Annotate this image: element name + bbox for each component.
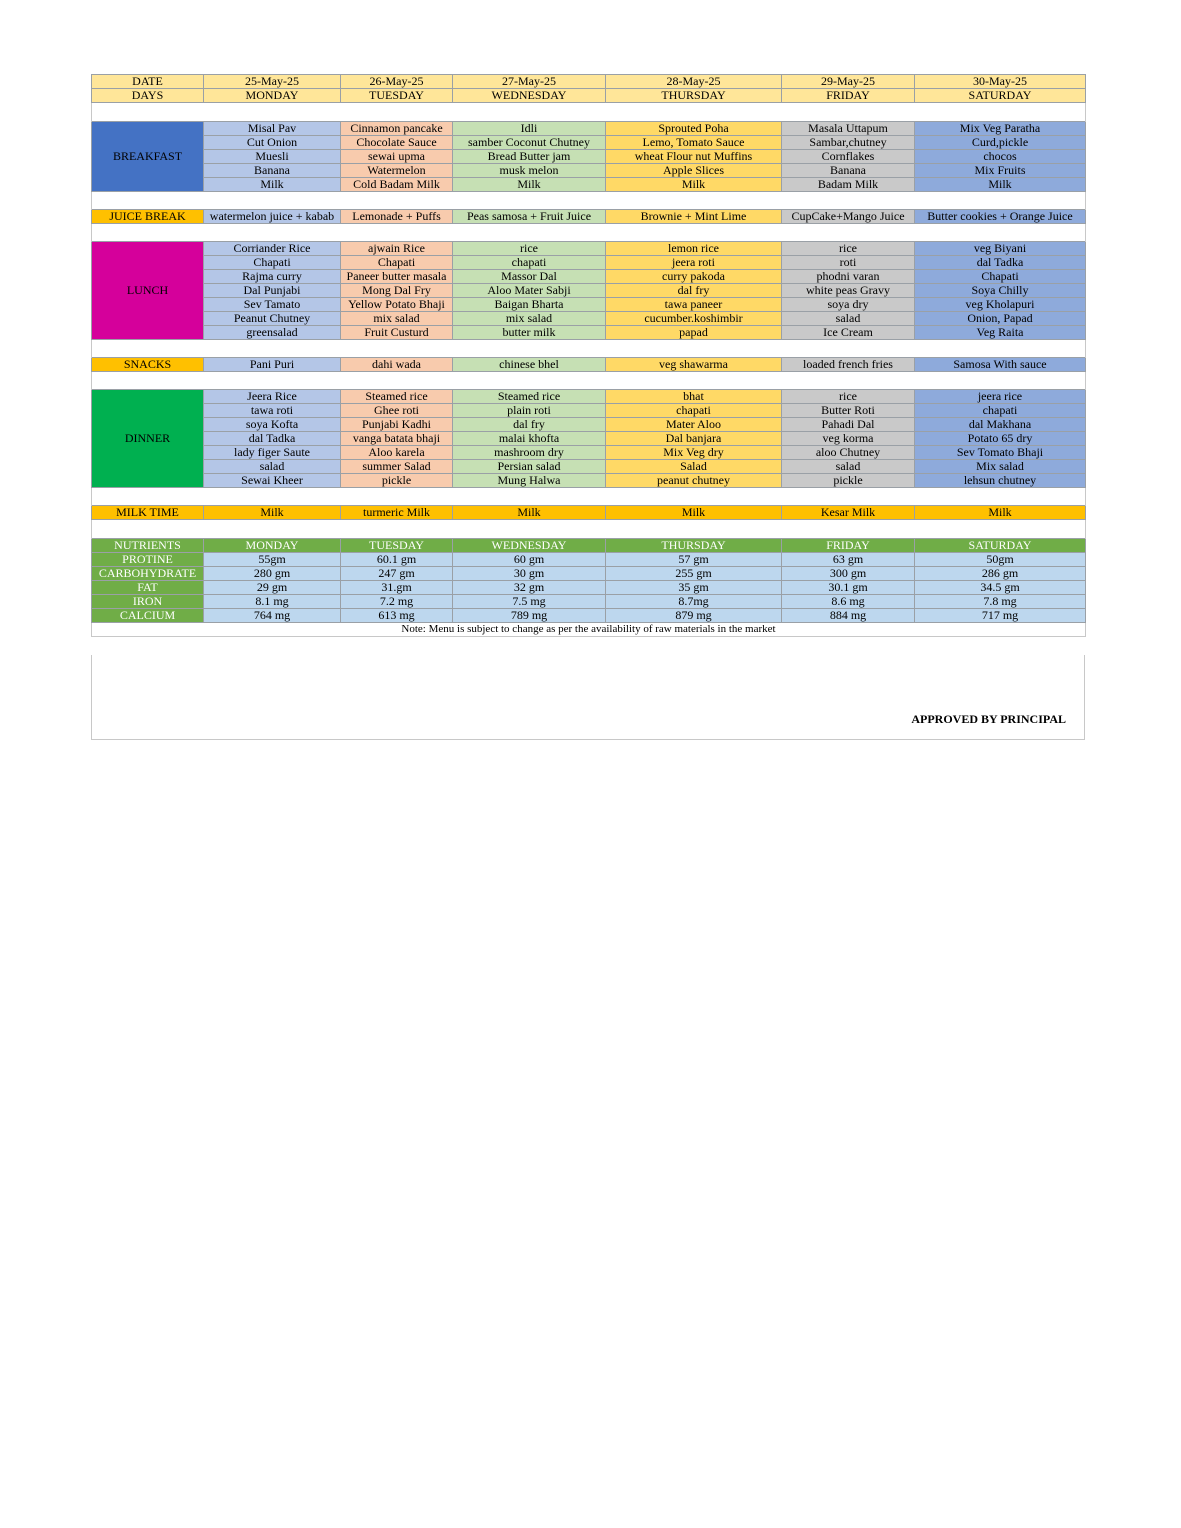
spacer-cell [92, 488, 1086, 506]
menu-note: Note: Menu is subject to change as per the availability of raw materials in the market [92, 623, 1086, 637]
nutrient-value: 280 gm [204, 567, 341, 581]
nutrients-header-row [92, 539, 1086, 553]
lunch-item: Mong Dal Fry [341, 284, 453, 298]
breakfast-row [92, 178, 1086, 192]
breakfast-item: Lemo, Tomato Sauce [606, 136, 782, 150]
days-label: DAYS [92, 89, 204, 103]
dinner-item: Sewai Kheer [204, 474, 341, 488]
date-row [92, 75, 1086, 89]
spacer-row [92, 372, 1086, 390]
nutrient-row [92, 553, 1086, 567]
spacer-cell [92, 192, 1086, 210]
lunch-item: Dal Punjabi [204, 284, 341, 298]
juice-break-item: Butter cookies + Orange Juice [915, 210, 1086, 224]
milk-time-item: Kesar Milk [782, 506, 915, 520]
lunch-item: lemon rice [606, 242, 782, 256]
nutrient-name: IRON [92, 595, 204, 609]
lunch-row [92, 256, 1086, 270]
dinner-row [92, 460, 1086, 474]
date-cell: 26-May-25 [341, 75, 453, 89]
breakfast-label: BREAKFAST [92, 122, 204, 192]
lunch-item: Baigan Bharta [453, 298, 606, 312]
lunch-item: jeera roti [606, 256, 782, 270]
lunch-item: Sev Tamato [204, 298, 341, 312]
lunch-item: Peanut Chutney [204, 312, 341, 326]
lunch-item: mix salad [453, 312, 606, 326]
lunch-row [92, 298, 1086, 312]
nutrient-value: 879 mg [606, 609, 782, 623]
lunch-item: tawa paneer [606, 298, 782, 312]
day-cell: THURSDAY [606, 89, 782, 103]
lunch-item: white peas Gravy [782, 284, 915, 298]
juice-break-label: JUICE BREAK [92, 210, 204, 224]
dinner-item: soya Kofta [204, 418, 341, 432]
dinner-item: veg korma [782, 432, 915, 446]
dinner-item: vanga batata bhaji [341, 432, 453, 446]
date-cell: 27-May-25 [453, 75, 606, 89]
nutrient-value: 7.8 mg [915, 595, 1086, 609]
spacer-cell [92, 224, 1086, 242]
nutrient-value: 7.2 mg [341, 595, 453, 609]
date-label: DATE [92, 75, 204, 89]
nutrients-day: FRIDAY [782, 539, 915, 553]
dinner-item: dal Makhana [915, 418, 1086, 432]
nutrient-row [92, 595, 1086, 609]
breakfast-item: Banana [204, 164, 341, 178]
lunch-item: Massor Dal [453, 270, 606, 284]
dinner-item: Mung Halwa [453, 474, 606, 488]
breakfast-item: Milk [915, 178, 1086, 192]
nutrient-name: CARBOHYDRATE [92, 567, 204, 581]
breakfast-item: Muesli [204, 150, 341, 164]
breakfast-item: Cold Badam Milk [341, 178, 453, 192]
nutrient-name: CALCIUM [92, 609, 204, 623]
spacer-cell [92, 372, 1086, 390]
lunch-item: Ice Cream [782, 326, 915, 340]
dinner-item: aloo Chutney [782, 446, 915, 460]
juice-break-item: Peas samosa + Fruit Juice [453, 210, 606, 224]
lunch-item: curry pakoda [606, 270, 782, 284]
milk-time-item: Milk [915, 506, 1086, 520]
dinner-row [92, 446, 1086, 460]
nutrient-value: 32 gm [453, 581, 606, 595]
spacer-row [92, 103, 1086, 122]
dinner-item: jeera rice [915, 390, 1086, 404]
lunch-item: ajwain Rice [341, 242, 453, 256]
dinner-item: lady figer Saute [204, 446, 341, 460]
nutrient-value: 31.gm [341, 581, 453, 595]
breakfast-item: Cornflakes [782, 150, 915, 164]
breakfast-item: Sambar,chutney [782, 136, 915, 150]
dinner-item: mashroom dry [453, 446, 606, 460]
lunch-item: mix salad [341, 312, 453, 326]
nutrient-value: 63 gm [782, 553, 915, 567]
lunch-item: Paneer butter masala [341, 270, 453, 284]
breakfast-row [92, 150, 1086, 164]
snacks-item: Pani Puri [204, 358, 341, 372]
breakfast-item: sewai upma [341, 150, 453, 164]
juice-break-item: CupCake+Mango Juice [782, 210, 915, 224]
dinner-item: lehsun chutney [915, 474, 1086, 488]
dinner-item: malai khofta [453, 432, 606, 446]
dinner-item: pickle [782, 474, 915, 488]
lunch-label: LUNCH [92, 242, 204, 340]
day-cell: WEDNESDAY [453, 89, 606, 103]
menu-sheet [91, 74, 1085, 637]
dinner-row [92, 474, 1086, 488]
dinner-item: Ghee roti [341, 404, 453, 418]
nutrients-label: NUTRIENTS [92, 539, 204, 553]
snacks-item: loaded french fries [782, 358, 915, 372]
breakfast-item: musk melon [453, 164, 606, 178]
breakfast-item: Cinnamon pancake [341, 122, 453, 136]
date-cell: 29-May-25 [782, 75, 915, 89]
dinner-item: tawa roti [204, 404, 341, 418]
nutrient-value: 789 mg [453, 609, 606, 623]
dinner-item: Sev Tomato Bhaji [915, 446, 1086, 460]
lunch-item: papad [606, 326, 782, 340]
nutrient-value: 8.6 mg [782, 595, 915, 609]
lunch-item: cucumber.koshimbir [606, 312, 782, 326]
spacer-cell [92, 520, 1086, 539]
lunch-item: Soya Chilly [915, 284, 1086, 298]
breakfast-row [92, 136, 1086, 150]
dinner-item: Salad [606, 460, 782, 474]
date-cell: 30-May-25 [915, 75, 1086, 89]
approval-footer [91, 655, 1085, 740]
breakfast-item: wheat Flour nut Muffins [606, 150, 782, 164]
lunch-item: phodni varan [782, 270, 915, 284]
dinner-item: Aloo karela [341, 446, 453, 460]
lunch-item: veg Biyani [915, 242, 1086, 256]
dinner-row [92, 418, 1086, 432]
nutrient-value: 57 gm [606, 553, 782, 567]
breakfast-row [92, 164, 1086, 178]
breakfast-item: Milk [204, 178, 341, 192]
juice-break-item: Lemonade + Puffs [341, 210, 453, 224]
dinner-item: salad [782, 460, 915, 474]
lunch-item: greensalad [204, 326, 341, 340]
spacer-row [92, 192, 1086, 210]
dinner-item: dal Tadka [204, 432, 341, 446]
day-cell: SATURDAY [915, 89, 1086, 103]
lunch-row [92, 270, 1086, 284]
spacer-cell [92, 103, 1086, 122]
nutrient-value: 286 gm [915, 567, 1086, 581]
dinner-item: rice [782, 390, 915, 404]
lunch-item: dal fry [606, 284, 782, 298]
dinner-item: chapati [915, 404, 1086, 418]
nutrient-value: 34.5 gm [915, 581, 1086, 595]
breakfast-row [92, 122, 1086, 136]
breakfast-item: Apple Slices [606, 164, 782, 178]
nutrient-value: 300 gm [782, 567, 915, 581]
day-cell: MONDAY [204, 89, 341, 103]
nutrients-day: TUESDAY [341, 539, 453, 553]
nutrient-value: 247 gm [341, 567, 453, 581]
note-row [92, 623, 1086, 637]
nutrient-value: 50gm [915, 553, 1086, 567]
milk-time-item: Milk [606, 506, 782, 520]
milk-time-row [92, 506, 1086, 520]
nutrient-value: 884 mg [782, 609, 915, 623]
dinner-item: plain roti [453, 404, 606, 418]
nutrient-value: 35 gm [606, 581, 782, 595]
nutrients-day: MONDAY [204, 539, 341, 553]
nutrient-value: 29 gm [204, 581, 341, 595]
breakfast-item: Mix Fruits [915, 164, 1086, 178]
dinner-row [92, 432, 1086, 446]
lunch-item: rice [782, 242, 915, 256]
lunch-item: veg Kholapuri [915, 298, 1086, 312]
nutrients-day: THURSDAY [606, 539, 782, 553]
lunch-item: Fruit Custurd [341, 326, 453, 340]
snacks-item: chinese bhel [453, 358, 606, 372]
breakfast-item: Badam Milk [782, 178, 915, 192]
juice-break-item: watermelon juice + kabab [204, 210, 341, 224]
snacks-item: veg shawarma [606, 358, 782, 372]
breakfast-item: Milk [453, 178, 606, 192]
nutrient-value: 60 gm [453, 553, 606, 567]
lunch-item: Rajma curry [204, 270, 341, 284]
snacks-label: SNACKS [92, 358, 204, 372]
nutrient-value: 60.1 gm [341, 553, 453, 567]
lunch-item: Chapati [915, 270, 1086, 284]
breakfast-item: Mix Veg Paratha [915, 122, 1086, 136]
dinner-row [92, 390, 1086, 404]
dinner-item: Butter Roti [782, 404, 915, 418]
nutrients-day: SATURDAY [915, 539, 1086, 553]
juice-break-item: Brownie + Mint Lime [606, 210, 782, 224]
day-cell: TUESDAY [341, 89, 453, 103]
spacer-row [92, 520, 1086, 539]
menu-table [91, 74, 1086, 637]
breakfast-item: Cut Onion [204, 136, 341, 150]
breakfast-item: chocos [915, 150, 1086, 164]
nutrient-value: 55gm [204, 553, 341, 567]
spacer-row [92, 340, 1086, 358]
lunch-item: butter milk [453, 326, 606, 340]
approved-by-principal: APPROVED BY PRINCIPAL [911, 712, 1066, 726]
dinner-item: Steamed rice [341, 390, 453, 404]
nutrient-value: 8.7mg [606, 595, 782, 609]
juice-break-row [92, 210, 1086, 224]
nutrient-value: 255 gm [606, 567, 782, 581]
lunch-row [92, 312, 1086, 326]
dinner-item: Persian salad [453, 460, 606, 474]
days-row [92, 89, 1086, 103]
lunch-item: Chapati [204, 256, 341, 270]
milk-time-label: MILK TIME [92, 506, 204, 520]
date-cell: 25-May-25 [204, 75, 341, 89]
dinner-item: Jeera Rice [204, 390, 341, 404]
lunch-item: salad [782, 312, 915, 326]
spacer-row [92, 488, 1086, 506]
dinner-item: salad [204, 460, 341, 474]
dinner-item: Mater Aloo [606, 418, 782, 432]
milk-time-item: Milk [453, 506, 606, 520]
lunch-item: Yellow Potato Bhaji [341, 298, 453, 312]
lunch-row [92, 284, 1086, 298]
dinner-item: Steamed rice [453, 390, 606, 404]
lunch-item: dal Tadka [915, 256, 1086, 270]
dinner-item: bhat [606, 390, 782, 404]
nutrient-value: 7.5 mg [453, 595, 606, 609]
dinner-item: Mix Veg dry [606, 446, 782, 460]
spacer-cell [92, 340, 1086, 358]
breakfast-item: Milk [606, 178, 782, 192]
snacks-row [92, 358, 1086, 372]
lunch-row [92, 242, 1086, 256]
lunch-item: roti [782, 256, 915, 270]
nutrient-value: 613 mg [341, 609, 453, 623]
nutrient-row [92, 581, 1086, 595]
nutrient-name: PROTINE [92, 553, 204, 567]
breakfast-item: Misal Pav [204, 122, 341, 136]
nutrient-value: 8.1 mg [204, 595, 341, 609]
breakfast-item: Masala Uttapum [782, 122, 915, 136]
dinner-item: Pahadi Dal [782, 418, 915, 432]
lunch-item: Corriander Rice [204, 242, 341, 256]
dinner-item: Punjabi Kadhi [341, 418, 453, 432]
nutrient-row [92, 567, 1086, 581]
day-cell: FRIDAY [782, 89, 915, 103]
spacer-row [92, 224, 1086, 242]
lunch-item: soya dry [782, 298, 915, 312]
lunch-row [92, 326, 1086, 340]
nutrient-value: 764 mg [204, 609, 341, 623]
lunch-item: Veg Raita [915, 326, 1086, 340]
lunch-item: Onion, Papad [915, 312, 1086, 326]
lunch-item: rice [453, 242, 606, 256]
milk-time-item: turmeric Milk [341, 506, 453, 520]
lunch-item: chapati [453, 256, 606, 270]
dinner-label: DINNER [92, 390, 204, 488]
date-cell: 28-May-25 [606, 75, 782, 89]
breakfast-item: Bread Butter jam [453, 150, 606, 164]
lunch-item: Chapati [341, 256, 453, 270]
breakfast-item: Sprouted Poha [606, 122, 782, 136]
snacks-item: Samosa With sauce [915, 358, 1086, 372]
breakfast-item: Curd,pickle [915, 136, 1086, 150]
nutrient-value: 30.1 gm [782, 581, 915, 595]
dinner-item: summer Salad [341, 460, 453, 474]
nutrient-value: 717 mg [915, 609, 1086, 623]
nutrient-row [92, 609, 1086, 623]
breakfast-item: Watermelon [341, 164, 453, 178]
lunch-item: Aloo Mater Sabji [453, 284, 606, 298]
dinner-item: Mix salad [915, 460, 1086, 474]
dinner-row [92, 404, 1086, 418]
dinner-item: Dal banjara [606, 432, 782, 446]
breakfast-item: samber Coconut Chutney [453, 136, 606, 150]
dinner-item: pickle [341, 474, 453, 488]
breakfast-item: Chocolate Sauce [341, 136, 453, 150]
nutrient-value: 30 gm [453, 567, 606, 581]
breakfast-item: Banana [782, 164, 915, 178]
milk-time-item: Milk [204, 506, 341, 520]
nutrient-name: FAT [92, 581, 204, 595]
dinner-item: Potato 65 dry [915, 432, 1086, 446]
nutrients-day: WEDNESDAY [453, 539, 606, 553]
dinner-item: chapati [606, 404, 782, 418]
dinner-item: dal fry [453, 418, 606, 432]
dinner-item: peanut chutney [606, 474, 782, 488]
snacks-item: dahi wada [341, 358, 453, 372]
breakfast-item: Idli [453, 122, 606, 136]
